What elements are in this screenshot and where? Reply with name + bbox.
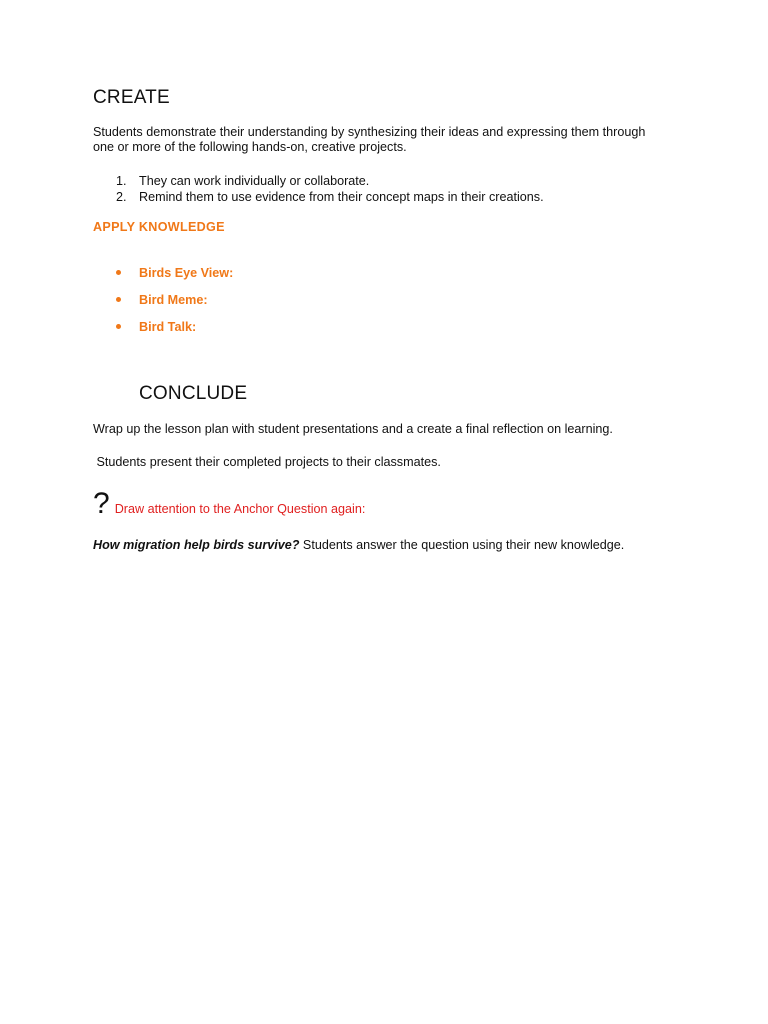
bullet-icon xyxy=(116,270,121,275)
list-number: 2. xyxy=(116,190,127,204)
list-item xyxy=(93,173,544,189)
create-intro-paragraph: Students demonstrate their understanding by synthesizing their ideas and expressing them through one or more of the following hands-on, creative projects. xyxy=(93,125,646,154)
bird-meme-label: Bird Meme: xyxy=(139,292,208,307)
list-number: 1. xyxy=(116,174,127,188)
present-paragraph: Students present their completed projects to their classmates. xyxy=(93,455,441,469)
bullet-icon xyxy=(116,297,121,302)
wrap-up-paragraph: Wrap up the lesson plan with student presentations and a create a final reflection on learning. xyxy=(93,422,613,436)
apply-knowledge-list xyxy=(93,259,233,340)
list-item xyxy=(93,259,233,286)
list-item-text: They can work individually or collaborate. xyxy=(139,174,370,188)
anchor-question-followup: Students answer the question using their new knowledge. xyxy=(299,538,625,552)
list-item-text: Remind them to use evidence from their concept maps in their creations. xyxy=(139,190,544,204)
final-question-line xyxy=(93,538,624,552)
list-item xyxy=(93,286,233,313)
anchor-question-label: Draw attention to the Anchor Question again: xyxy=(114,502,366,516)
conclude-heading: CONCLUDE xyxy=(139,383,248,404)
list-item xyxy=(93,189,544,205)
apply-knowledge-heading: APPLY KNOWLEDGE xyxy=(93,220,225,234)
bullet-icon xyxy=(116,324,121,329)
bird-talk-label: Bird Talk: xyxy=(139,319,197,334)
anchor-question: How migration help birds survive? xyxy=(93,538,300,552)
create-heading: CREATE xyxy=(93,87,170,108)
question-mark-icon: ? xyxy=(93,487,110,520)
birds-eye-view-label: Birds Eye View: xyxy=(139,265,234,280)
anchor-question-prompt xyxy=(93,487,365,521)
create-steps-list xyxy=(93,173,544,205)
list-item xyxy=(93,313,233,340)
